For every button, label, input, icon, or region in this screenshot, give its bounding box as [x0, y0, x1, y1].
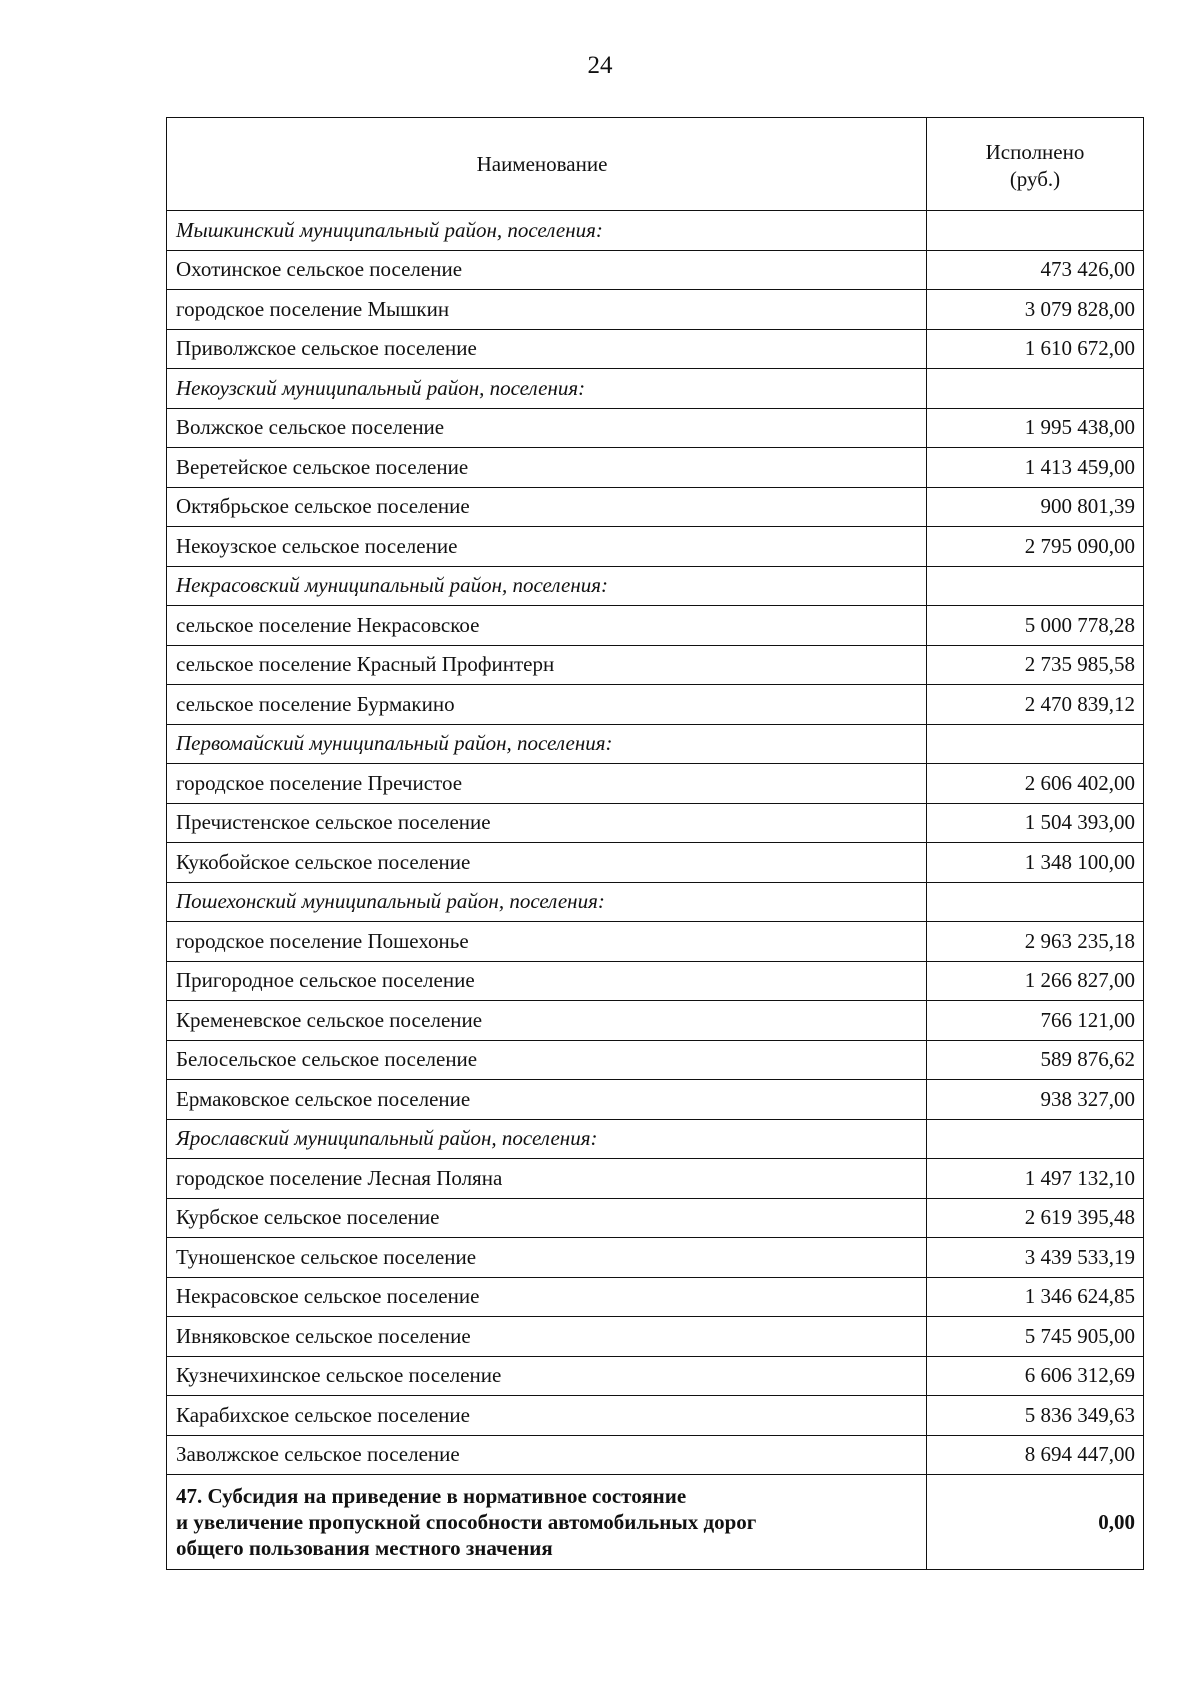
amount-value: 3 079 828,00 — [927, 290, 1144, 330]
settlement-name: Кузнечихинское сельское поселение — [167, 1356, 927, 1396]
amount-value: 2 963 235,18 — [927, 922, 1144, 962]
district-name: Первомайский муниципальный район, поселения: — [167, 724, 927, 764]
settlement-name: Приволжское сельское поселение — [167, 329, 927, 369]
subsidy-title-line2: и увеличение пропускной способности автомобильных дорог — [176, 1510, 757, 1534]
amount-value: 2 619 395,48 — [927, 1198, 1144, 1238]
amount-value — [927, 211, 1144, 251]
table-row — [167, 764, 1144, 804]
amount-value: 2 606 402,00 — [927, 764, 1144, 804]
amount-value: 5 000 778,28 — [927, 606, 1144, 646]
settlement-name: Заволжское сельское поселение — [167, 1435, 927, 1475]
group-header-row — [167, 1119, 1144, 1159]
amount-value: 8 694 447,00 — [927, 1435, 1144, 1475]
amount-value: 1 504 393,00 — [927, 803, 1144, 843]
amount-value: 1 266 827,00 — [927, 961, 1144, 1001]
table-row — [167, 1159, 1144, 1199]
amount-value: 938 327,00 — [927, 1080, 1144, 1120]
table-row — [167, 843, 1144, 883]
table-header — [167, 118, 1144, 211]
amount-value: 900 801,39 — [927, 487, 1144, 527]
settlement-name: Карабихское сельское поселение — [167, 1396, 927, 1436]
settlement-name: Ивняковское сельское поселение — [167, 1317, 927, 1357]
settlement-name: сельское поселение Бурмакино — [167, 685, 927, 725]
settlement-name: Кукобойское сельское поселение — [167, 843, 927, 883]
subsidy-title-line3: общего пользования местного значения — [176, 1536, 553, 1560]
budget-table — [166, 117, 1144, 1570]
table-row — [167, 487, 1144, 527]
subsidy-value: 0,00 — [927, 1475, 1144, 1570]
settlement-name: городское поселение Мышкин — [167, 290, 927, 330]
table-row — [167, 803, 1144, 843]
subsidy-title — [167, 1475, 927, 1570]
settlement-name: Некрасовское сельское поселение — [167, 1277, 927, 1317]
settlement-name: Пригородное сельское поселение — [167, 961, 927, 1001]
settlement-name: городское поселение Пречистое — [167, 764, 927, 804]
amount-value: 5 836 349,63 — [927, 1396, 1144, 1436]
settlement-name: городское поселение Лесная Поляна — [167, 1159, 927, 1199]
subsidy-title-line1: 47. Субсидия на приведение в нормативное состояние — [176, 1484, 687, 1508]
table-row — [167, 1040, 1144, 1080]
table-row — [167, 1356, 1144, 1396]
amount-value — [927, 1119, 1144, 1159]
table-row — [167, 250, 1144, 290]
amount-value — [927, 566, 1144, 606]
amount-value: 2 795 090,00 — [927, 527, 1144, 567]
table-row — [167, 1001, 1144, 1041]
table-row — [167, 1080, 1144, 1120]
amount-value: 2 735 985,58 — [927, 645, 1144, 685]
table-row — [167, 527, 1144, 567]
district-name: Некрасовский муниципальный район, поселения: — [167, 566, 927, 606]
settlement-name: сельское поселение Некрасовское — [167, 606, 927, 646]
table-row — [167, 922, 1144, 962]
amount-value: 5 745 905,00 — [927, 1317, 1144, 1357]
amount-value: 589 876,62 — [927, 1040, 1144, 1080]
table-row — [167, 1435, 1144, 1475]
settlement-name: Ермаковское сельское поселение — [167, 1080, 927, 1120]
group-header-row — [167, 211, 1144, 251]
header-value-line2: (руб.) — [1009, 167, 1061, 191]
district-name: Пошехонский муниципальный район, поселения: — [167, 882, 927, 922]
settlement-name: Веретейское сельское поселение — [167, 448, 927, 488]
settlement-name: Октябрьское сельское поселение — [167, 487, 927, 527]
table-body — [167, 211, 1144, 1570]
settlement-name: городское поселение Пошехонье — [167, 922, 927, 962]
amount-value: 1 413 459,00 — [927, 448, 1144, 488]
header-value-line1: Исполнено — [985, 140, 1085, 164]
group-header-row — [167, 566, 1144, 606]
amount-value: 6 606 312,69 — [927, 1356, 1144, 1396]
table-row — [167, 1198, 1144, 1238]
settlement-name: Туношенское сельское поселение — [167, 1238, 927, 1278]
table-row — [167, 448, 1144, 488]
amount-value — [927, 882, 1144, 922]
table-row — [167, 961, 1144, 1001]
amount-value: 1 346 624,85 — [927, 1277, 1144, 1317]
header-value — [927, 118, 1144, 211]
amount-value: 766 121,00 — [927, 1001, 1144, 1041]
table-row — [167, 290, 1144, 330]
table-row — [167, 1396, 1144, 1436]
table-row — [167, 1317, 1144, 1357]
group-header-row — [167, 369, 1144, 409]
table-row — [167, 606, 1144, 646]
table-row — [167, 1277, 1144, 1317]
table-row — [167, 329, 1144, 369]
settlement-name: Некоузское сельское поселение — [167, 527, 927, 567]
table-row — [167, 645, 1144, 685]
district-name: Некоузский муниципальный район, поселения: — [167, 369, 927, 409]
district-name: Ярославский муниципальный район, поселения: — [167, 1119, 927, 1159]
table-row — [167, 685, 1144, 725]
amount-value: 1 995 438,00 — [927, 408, 1144, 448]
amount-value: 1 497 132,10 — [927, 1159, 1144, 1199]
settlement-name: Охотинское сельское поселение — [167, 250, 927, 290]
group-header-row — [167, 724, 1144, 764]
page-number: 24 — [587, 52, 613, 79]
settlement-name: сельское поселение Красный Профинтерн — [167, 645, 927, 685]
settlement-name: Пречистенское сельское поселение — [167, 803, 927, 843]
settlement-name: Курбское сельское поселение — [167, 1198, 927, 1238]
header-name: Наименование — [167, 118, 927, 211]
subsidy-total-row — [167, 1475, 1144, 1570]
settlement-name: Кременевское сельское поселение — [167, 1001, 927, 1041]
settlement-name: Волжское сельское поселение — [167, 408, 927, 448]
amount-value: 2 470 839,12 — [927, 685, 1144, 725]
amount-value — [927, 369, 1144, 409]
table-row — [167, 408, 1144, 448]
table-row — [167, 1238, 1144, 1278]
amount-value: 1 348 100,00 — [927, 843, 1144, 883]
amount-value: 473 426,00 — [927, 250, 1144, 290]
amount-value — [927, 724, 1144, 764]
amount-value: 3 439 533,19 — [927, 1238, 1144, 1278]
group-header-row — [167, 882, 1144, 922]
amount-value: 1 610 672,00 — [927, 329, 1144, 369]
district-name: Мышкинский муниципальный район, поселения: — [167, 211, 927, 251]
settlement-name: Белосельское сельское поселение — [167, 1040, 927, 1080]
